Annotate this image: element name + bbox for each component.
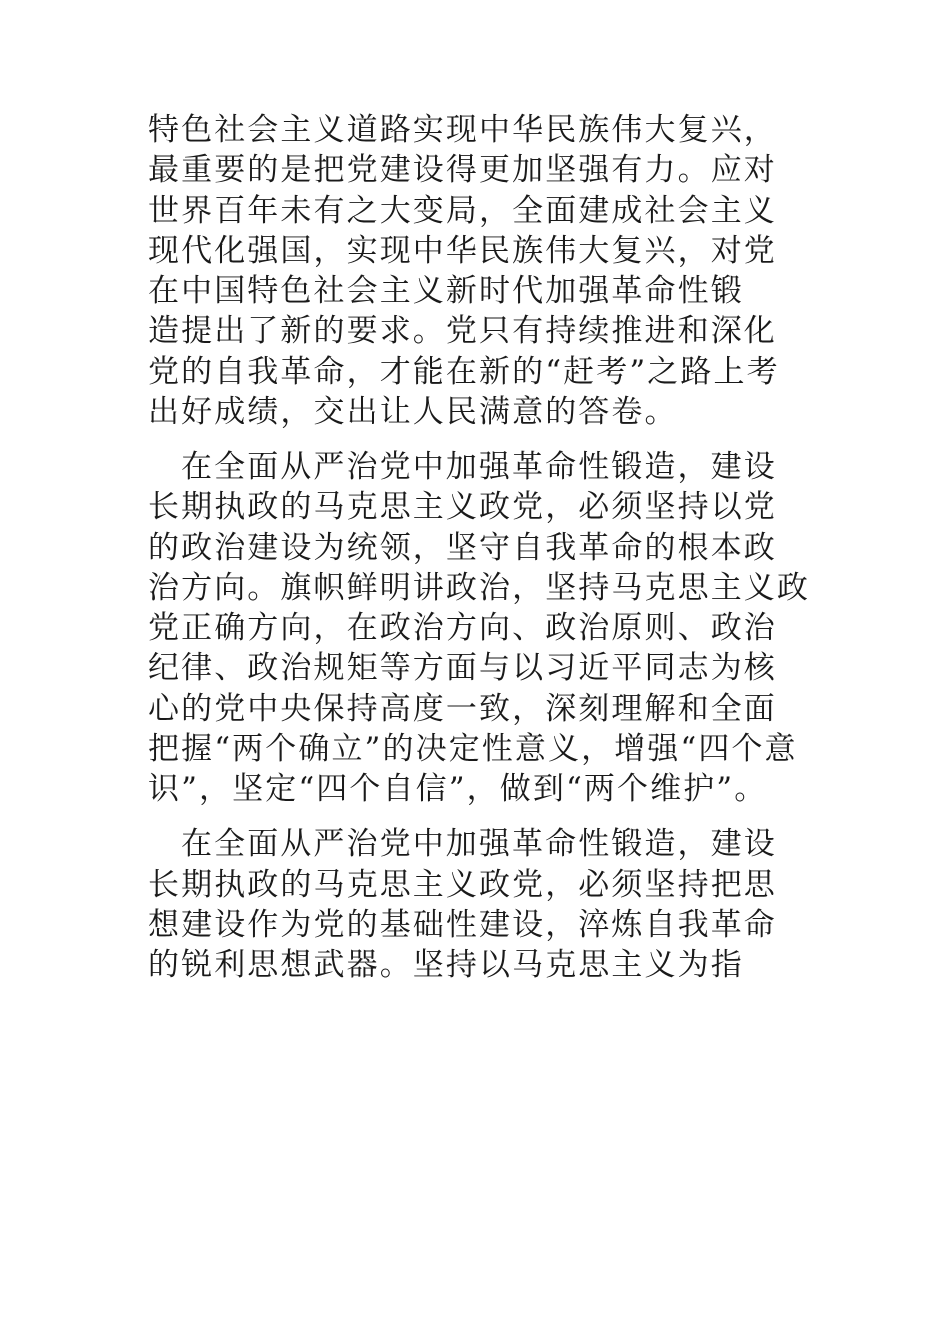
text-line: 世界百年未有之大变局，全面建成社会主义 bbox=[148, 192, 777, 229]
text-line: 出好成绩，交出让人民满意的答卷。 bbox=[148, 394, 678, 431]
text-line: 在全面从严治党中加强革命性锻造，建设 bbox=[181, 448, 777, 485]
text-line: 的政治建设为统领，坚守自我革命的根本政 bbox=[148, 529, 777, 566]
text-line: 党正确方向，在政治方向、政治原则、政治 bbox=[148, 610, 777, 647]
paragraph-2 bbox=[148, 447, 808, 810]
paragraph-3 bbox=[148, 824, 808, 985]
text-line: 在中国特色社会主义新时代加强革命性锻 bbox=[148, 273, 744, 310]
text-line: 长期执政的马克思主义政党，必须坚持把思 bbox=[148, 866, 777, 903]
text-line: 心的党中央保持高度一致，深刻理解和全面 bbox=[148, 690, 777, 727]
text-line: 把握“两个确立”的决定性意义，增强“四个意 bbox=[148, 731, 798, 768]
text-line: 识”，坚定“四个自信”，做到“两个维护”。 bbox=[148, 771, 768, 808]
text-line: 在全面从严治党中加强革命性锻造，建设 bbox=[181, 826, 777, 863]
text-line: 现代化强国，实现中华民族伟大复兴，对党 bbox=[148, 232, 777, 269]
paragraph-1 bbox=[148, 110, 808, 432]
text-line: 的锐利思想武器。坚持以马克思主义为指 bbox=[148, 947, 744, 984]
text-line: 纪律、政治规矩等方面与以习近平同志为核 bbox=[148, 650, 777, 687]
text-line: 想建设作为党的基础性建设，淬炼自我革命 bbox=[148, 906, 777, 943]
text-line: 党的自我革命，才能在新的“赶考”之路上考 bbox=[148, 353, 780, 390]
text-line: 治方向。旗帜鲜明讲政治，坚持马克思主义政 bbox=[148, 569, 810, 606]
text-line: 特色社会主义道路实现中华民族伟大复兴， bbox=[148, 112, 777, 148]
body-text bbox=[148, 110, 808, 985]
text-line: 最重要的是把党建设得更加坚强有力。应对 bbox=[148, 152, 777, 189]
text-line: 长期执政的马克思主义政党，必须坚持以党 bbox=[148, 489, 777, 526]
text-line: 造提出了新的要求。党只有持续推进和深化 bbox=[148, 313, 777, 350]
